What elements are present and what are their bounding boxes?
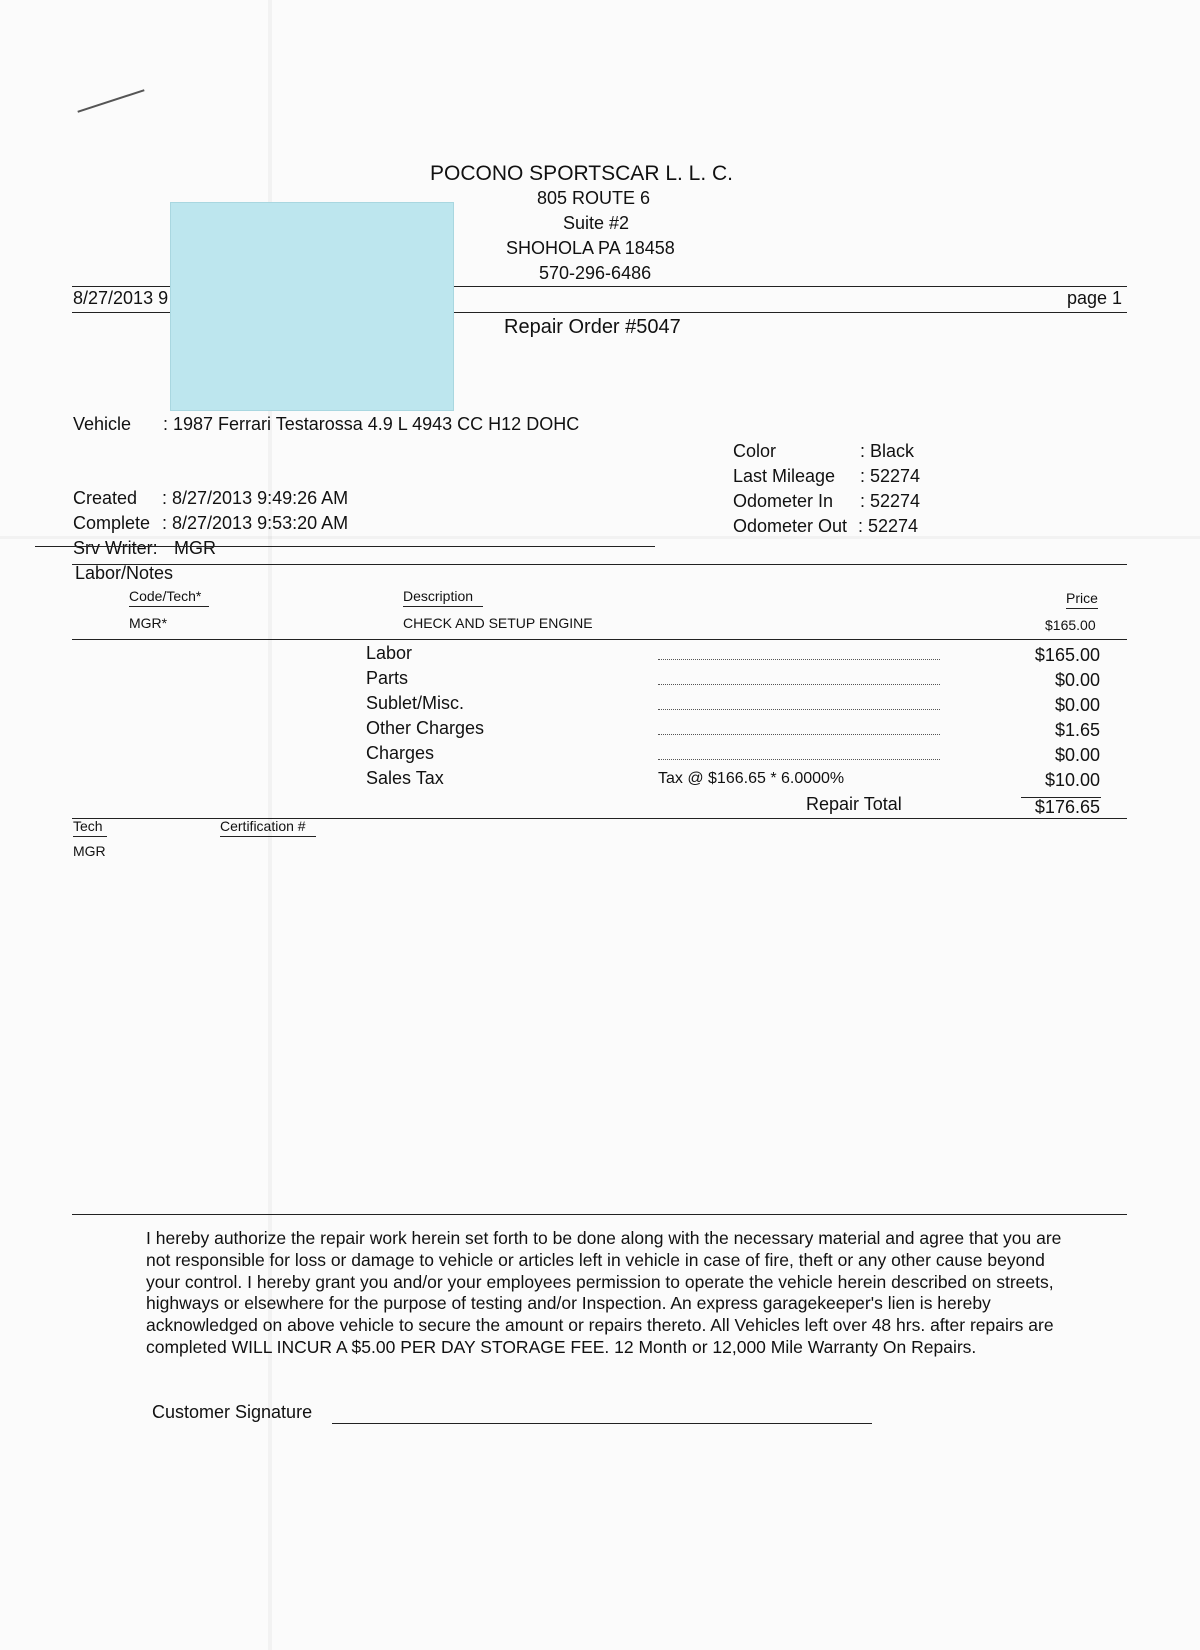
vehicle-label: Vehicle (73, 414, 132, 434)
spec-last-mileage-label: Last Mileage (733, 466, 836, 486)
col-header-tech: Tech (73, 818, 107, 837)
header-date: 8/27/2013 9 (73, 288, 169, 308)
shop-city: SHOHOLA PA 18458 (506, 238, 675, 258)
vehicle-value: : 1987 Ferrari Testarossa 4.9 L 4943 CC H12 DOHC (163, 414, 580, 434)
labor-row-price: $165.00 (1045, 617, 1096, 633)
total-label-labor: Labor (366, 643, 413, 663)
sales-tax-note: Tax @ $166.65 * 6.0000% (658, 770, 845, 787)
spec-last-mileage-value: : 52274 (860, 466, 921, 486)
total-amount-charges: $0.00 (1054, 745, 1100, 765)
total-amount-sublet: $0.00 (1054, 695, 1100, 715)
col-header-certification: Certification # (220, 818, 316, 837)
created-value: : 8/27/2013 9:49:26 AM (162, 488, 349, 508)
srv-writer-label: Srv Writer: (73, 538, 158, 558)
total-leader-other-charges (658, 734, 940, 735)
total-amount-sales-tax: $10.00 (1044, 770, 1100, 790)
complete-value: : 8/27/2013 9:53:20 AM (162, 513, 349, 533)
spec-odometer-out-value: : 52274 (858, 516, 919, 536)
repair-total-amount: $176.65 (1034, 797, 1100, 817)
labor-top-rule (72, 564, 1127, 565)
total-leader-sublet (658, 709, 940, 710)
total-amount-parts: $0.00 (1054, 670, 1100, 690)
labor-rows-rule (72, 639, 1127, 640)
total-leader-parts (658, 684, 940, 685)
labor-row-description: CHECK AND SETUP ENGINE (403, 615, 593, 631)
repair-order-title: Repair Order #5047 (504, 316, 681, 338)
total-label-charges: Charges (366, 743, 435, 763)
srv-writer-strike (35, 546, 655, 547)
total-leader-charges (658, 759, 940, 760)
spec-odometer-out-label: Odometer Out (733, 516, 848, 536)
shop-address-line1: 805 ROUTE 6 (537, 188, 651, 208)
total-label-other-charges: Other Charges (366, 718, 485, 738)
disclaimer-top-rule (72, 1214, 1127, 1215)
col-header-code-tech: Code/Tech* (129, 588, 209, 607)
total-label-sales-tax: Sales Tax (366, 768, 444, 788)
total-leader-labor (658, 659, 940, 660)
pen-mark (77, 89, 144, 113)
spec-odometer-in-value: : 52274 (860, 491, 921, 511)
spec-color-label: Color (733, 441, 777, 461)
spec-color-value: : Black (860, 441, 915, 461)
shop-address-line2: Suite #2 (563, 213, 630, 233)
created-label: Created (73, 488, 138, 508)
total-label-sublet: Sublet/Misc. (366, 693, 465, 713)
total-label-parts: Parts (366, 668, 409, 688)
disclaimer-text: I hereby authorize the repair work herein set forth to be done along with the necessary material and agree that you are not responsible for loss or damage to vehicle or articles left in vehicle in case of fire, theft or any other cause beyond your control. I hereby grant you and/or your employees permission to operate the vehicle herein described on streets, highways or elsewhere for the purpose of testing and/or Inspection. An express garagekeeper's lien is hereby acknowledged on above vehicle to secure the amount or repairs thereto. All Vehicles left over 48 hrs. after repairs are completed WILL INCUR A $5.00 PER DAY STORAGE FEE. 12 Month or 12,000 Mile Warranty On Repairs. (146, 1228, 1062, 1357)
redaction-sticker (170, 202, 454, 411)
shop-phone: 570-296-6486 (539, 263, 652, 283)
srv-writer-value: MGR (174, 538, 216, 558)
page-number: page 1 (1067, 288, 1123, 308)
total-amount-other-charges: $1.65 (1054, 720, 1100, 740)
total-amount-labor: $165.00 (1034, 645, 1100, 665)
tech-value: MGR (73, 843, 106, 859)
spec-odometer-in-label: Odometer In (733, 491, 834, 511)
repair-total-label: Repair Total (806, 794, 902, 814)
labor-row-code: MGR* (129, 615, 168, 631)
labor-section-title: Labor/Notes (75, 563, 174, 583)
shop-name: POCONO SPORTSCAR L. L. C. (430, 162, 734, 185)
complete-label: Complete (73, 513, 151, 533)
customer-signature-label: Customer Signature (152, 1402, 313, 1422)
customer-signature-line (332, 1423, 872, 1424)
col-header-price: Price (1066, 590, 1098, 609)
col-header-description: Description (403, 588, 483, 607)
